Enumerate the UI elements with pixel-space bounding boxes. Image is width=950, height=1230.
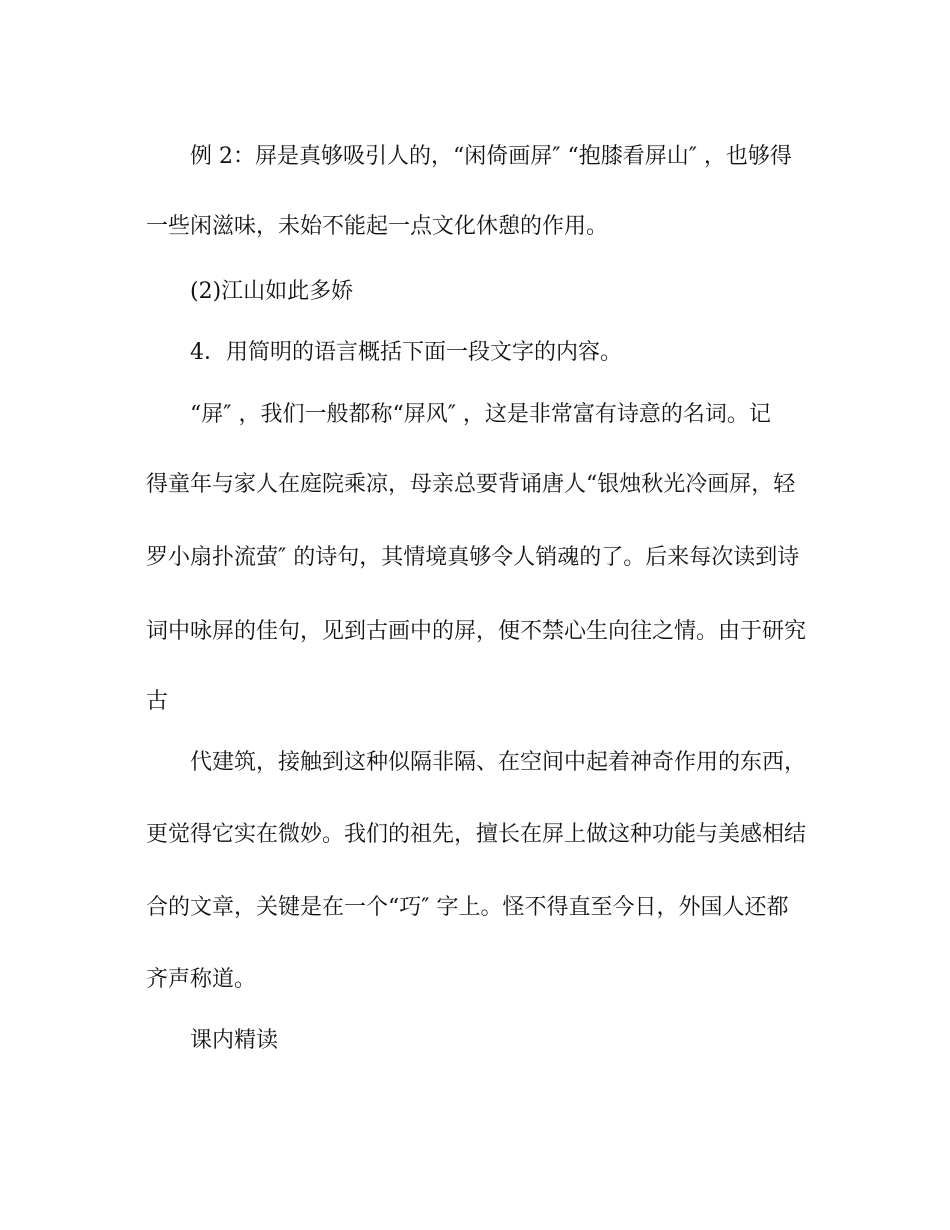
text-line-passage-3: 罗小扇扑流萤″ 的诗句，其情境真够令人销魂的了。后来每次读到诗	[146, 545, 800, 570]
text-line-example-2-cont: 一些闲滋味，未始不能起一点文化休憩的作用。	[146, 214, 609, 239]
text-line-section-heading: 课内精读	[190, 1028, 279, 1053]
text-line-passage-8: 合的文章，关键是在一个“巧″ 字上。怪不得直至今日，外国人还都	[146, 895, 789, 920]
text-line-example-2: 例 2：屏是真够吸引人的，“闲倚画屏″ “抱膝看屏山″ ，也够得	[190, 144, 792, 169]
text-line-passage-1: “屏″ ，我们一般都称“屏风″ ，这是非常富有诗意的名词。记	[190, 402, 771, 427]
text-line-passage-9: 齐声称道。	[146, 967, 257, 992]
text-line-passage-7: 更觉得它实在微妙。我们的祖先，擅长在屏上做这种功能与美感相结	[146, 822, 807, 847]
text-line-passage-6: 代建筑，接触到这种似隔非隔、在空间中起着神奇作用的东西，	[190, 750, 807, 775]
text-line-passage-5: 古	[146, 689, 169, 714]
text-line-passage-4: 词中咏屏的佳句，见到古画中的屏，便不禁心生向往之情。由于研究	[146, 619, 807, 644]
text-line-passage-2: 得童年与家人在庭院乘凉，母亲总要背诵唐人“银烛秋光冷画屏，轻	[146, 472, 796, 497]
text-line-question-4: 4．用简明的语言概括下面一段文字的内容。	[190, 340, 622, 365]
text-line-heading-2: (2)江山如此多娇	[190, 279, 354, 304]
